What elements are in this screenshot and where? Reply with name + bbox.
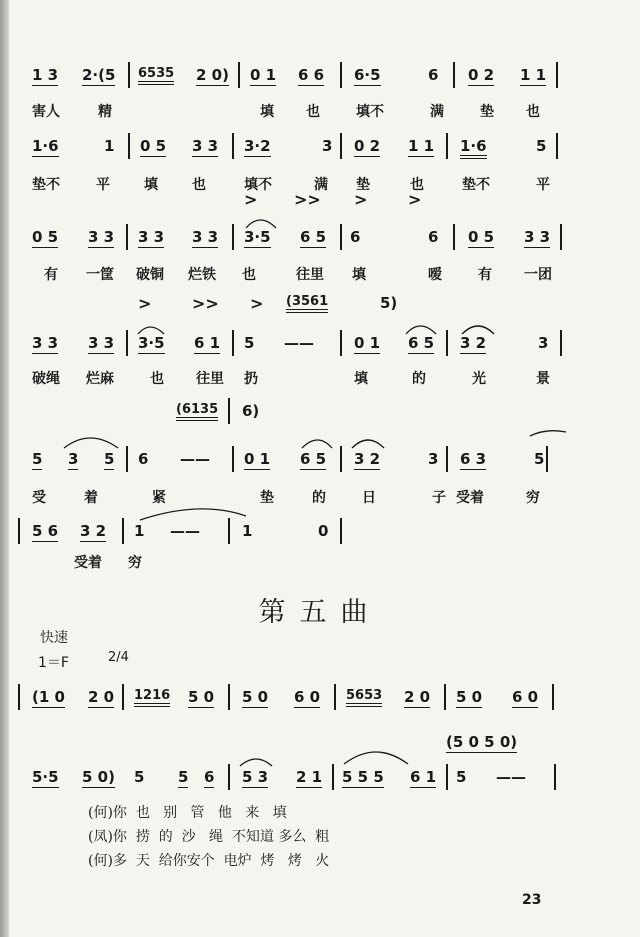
note-group: 2 1 (296, 768, 323, 786)
lyric: 也 (410, 177, 424, 193)
slur (246, 220, 276, 228)
note-group: 3·2 (244, 137, 271, 155)
lyric: 垫 (480, 104, 494, 120)
note: 5 (32, 450, 43, 468)
note-group: 3 3 (192, 228, 219, 246)
lyric: 也 (192, 177, 206, 193)
accent: > (138, 294, 152, 313)
lyric: 也 (306, 104, 320, 120)
lyric: 填 (352, 267, 366, 283)
note-group: 0 2 (354, 137, 381, 155)
lyric: 的 (312, 490, 326, 506)
lyric: 穷 (128, 555, 142, 571)
key-signature: 1＝F (38, 655, 69, 671)
note-group: 3 2 (80, 522, 107, 540)
note-group: 5·5 (32, 768, 59, 786)
lyric: 受着 (456, 490, 484, 506)
accent: > (250, 294, 264, 313)
lyric: 有 (478, 267, 492, 283)
lyric: 往里 (196, 371, 224, 387)
slur (462, 326, 494, 334)
lyric: 紧 (152, 490, 166, 506)
note: 3 (322, 137, 333, 155)
note: 3 (428, 450, 439, 468)
note-group: 3 3 (524, 228, 551, 246)
note-group: 2 0 (404, 688, 431, 706)
lyric: 满 (314, 177, 328, 193)
note-group: 0 1 (354, 334, 381, 352)
lyric: 烂铁 (188, 267, 216, 283)
note: 6 (204, 768, 215, 786)
note: 5 (178, 768, 189, 786)
rest: 0 (318, 522, 329, 540)
note-group: 6·5 (354, 66, 381, 84)
accent: > (244, 190, 258, 209)
note-group: 6 0 (512, 688, 539, 706)
note: 1 (104, 137, 115, 155)
note-group: 5 0 (456, 688, 483, 706)
note: 5 (534, 450, 545, 468)
slur (64, 438, 118, 448)
slur (302, 440, 332, 448)
note-group: 6 5 (408, 334, 435, 352)
interlude: 5) (380, 294, 398, 312)
note: 6 (428, 66, 439, 84)
dash: —— (496, 768, 526, 786)
time-signature: 2/4 (108, 650, 129, 665)
note: 6 (428, 228, 439, 246)
note-group: 0 2 (468, 66, 495, 84)
tempo-marking: 快速 (40, 630, 68, 646)
lyric: 景 (536, 371, 550, 387)
dash: —— (170, 522, 200, 540)
note-group: 6535 (138, 66, 174, 85)
note: 5 (536, 137, 547, 155)
note: 3 (68, 450, 79, 468)
lyric: 满 (430, 104, 444, 120)
slur (352, 440, 384, 448)
note-group: 3 3 (88, 228, 115, 246)
lyric: 害人 (32, 104, 60, 120)
lyric: 扔 (244, 371, 258, 387)
note-group: 0 5 (468, 228, 495, 246)
note: 3 (538, 334, 549, 352)
lyric: 填不 (244, 177, 272, 193)
slur (406, 326, 436, 334)
lyric: 破铜 (136, 267, 164, 283)
note-group: 6 1 (410, 768, 437, 786)
note-group: 6 6 (298, 66, 325, 84)
lyric: 垫 (356, 177, 370, 193)
verse-line-1: (何)你 也 别 管 他 来 填 (88, 805, 287, 821)
note-group: 3·5 (244, 228, 271, 246)
note-group: 5 0 (242, 688, 269, 706)
lyric: 平 (96, 177, 110, 193)
note-group: 6 3 (460, 450, 487, 468)
lyric: 的 (412, 371, 426, 387)
lyric: 垫 (260, 490, 274, 506)
note-group: 1·6 (460, 137, 487, 159)
accent: >> (294, 190, 321, 209)
lyric: 填 (260, 104, 274, 120)
note-group: 5 6 (32, 522, 59, 540)
note-group: 1·6 (32, 137, 59, 155)
lyric: 垫不 (32, 177, 60, 193)
lyric: 垫不 (462, 177, 490, 193)
note: 5 (456, 768, 467, 786)
slur (138, 327, 164, 334)
lyric: 着 (84, 490, 98, 506)
note-group: 2·(5 (82, 66, 116, 84)
lyric: 填 (354, 371, 368, 387)
note: 1 (242, 522, 253, 540)
lyric: 嗳 (428, 267, 442, 283)
note-group: (1 0 (32, 688, 65, 706)
lyric: 有 (44, 267, 58, 283)
note-group: 3 3 (32, 334, 59, 352)
note-group: 5 3 (242, 768, 269, 786)
note-group: 5 0 (188, 688, 215, 706)
interlude: 6) (242, 402, 260, 420)
note: 6 (350, 228, 361, 246)
slur (240, 759, 272, 766)
note-group: 3 3 (88, 334, 115, 352)
note: 1 (134, 522, 145, 540)
lyric: 一团 (524, 267, 552, 283)
lyric: 平 (536, 177, 550, 193)
note-group: 6 5 (300, 228, 327, 246)
note: 6 (138, 450, 149, 468)
accent: > (408, 190, 422, 209)
lyric: 精 (98, 104, 112, 120)
note-group: 0 1 (244, 450, 271, 468)
note-group: 3 2 (460, 334, 487, 352)
lyric: 也 (526, 104, 540, 120)
lyric: 光 (472, 371, 486, 387)
note-group: 6 1 (194, 334, 221, 352)
lyric: 也 (242, 267, 256, 283)
note-group: 1 1 (408, 137, 435, 155)
section-title: 第五曲 (258, 597, 382, 628)
lyric: 破绳 (32, 371, 60, 387)
lyric: 日 (362, 490, 376, 506)
note-group: 2 0) (196, 66, 229, 84)
note-group: 3 3 (192, 137, 219, 155)
slur (530, 431, 566, 436)
lyric: 填 (144, 177, 158, 193)
lyric: 填不 (356, 104, 384, 120)
lyric: 一筐 (86, 267, 114, 283)
slur (344, 752, 408, 764)
dash: —— (284, 334, 314, 352)
lyric: 也 (150, 371, 164, 387)
interlude: (3561 (286, 294, 328, 313)
note-group: 3 2 (354, 450, 381, 468)
note-group: 5 0) (82, 768, 115, 786)
note-group: 1216 (134, 688, 170, 707)
interlude: (6135 (176, 402, 218, 421)
lyric: 受 (32, 490, 46, 506)
note-group: 5653 (346, 688, 382, 707)
note: 5 (134, 768, 145, 786)
page-number: 23 (522, 892, 542, 908)
lyric: 往里 (296, 267, 324, 283)
note-group: 1 1 (520, 66, 547, 84)
lyric: 烂麻 (86, 371, 114, 387)
note-group: 3·5 (138, 334, 165, 352)
note-group: 6 0 (294, 688, 321, 706)
note: 5 (244, 334, 255, 352)
accent: >> (192, 294, 219, 313)
interlude: (5 0 5 0) (446, 733, 518, 751)
verse-line-2: (凤)你 捞 的 沙 绳 不知道 多么 粗 (88, 829, 330, 845)
note-group: 0 5 (32, 228, 59, 246)
note: 5 (104, 450, 115, 468)
lyric: 穷 (526, 490, 540, 506)
lyric: 子 (432, 490, 446, 506)
slur (140, 509, 246, 520)
lyric: 受着 (74, 555, 102, 571)
note-group: 1 3 (32, 66, 59, 84)
note-group: 6 5 (300, 450, 327, 468)
note-group: 5 5 5 (342, 768, 384, 786)
note-group: 0 1 (250, 66, 277, 84)
note-group: 3 3 (138, 228, 165, 246)
verse-line-3: (何)多 天 给你安个 电炉 烤 烤 火 (88, 853, 330, 869)
accent: > (354, 190, 368, 209)
note-group: 0 5 (140, 137, 167, 155)
dash: —— (180, 450, 210, 468)
note-group: 2 0 (88, 688, 115, 706)
